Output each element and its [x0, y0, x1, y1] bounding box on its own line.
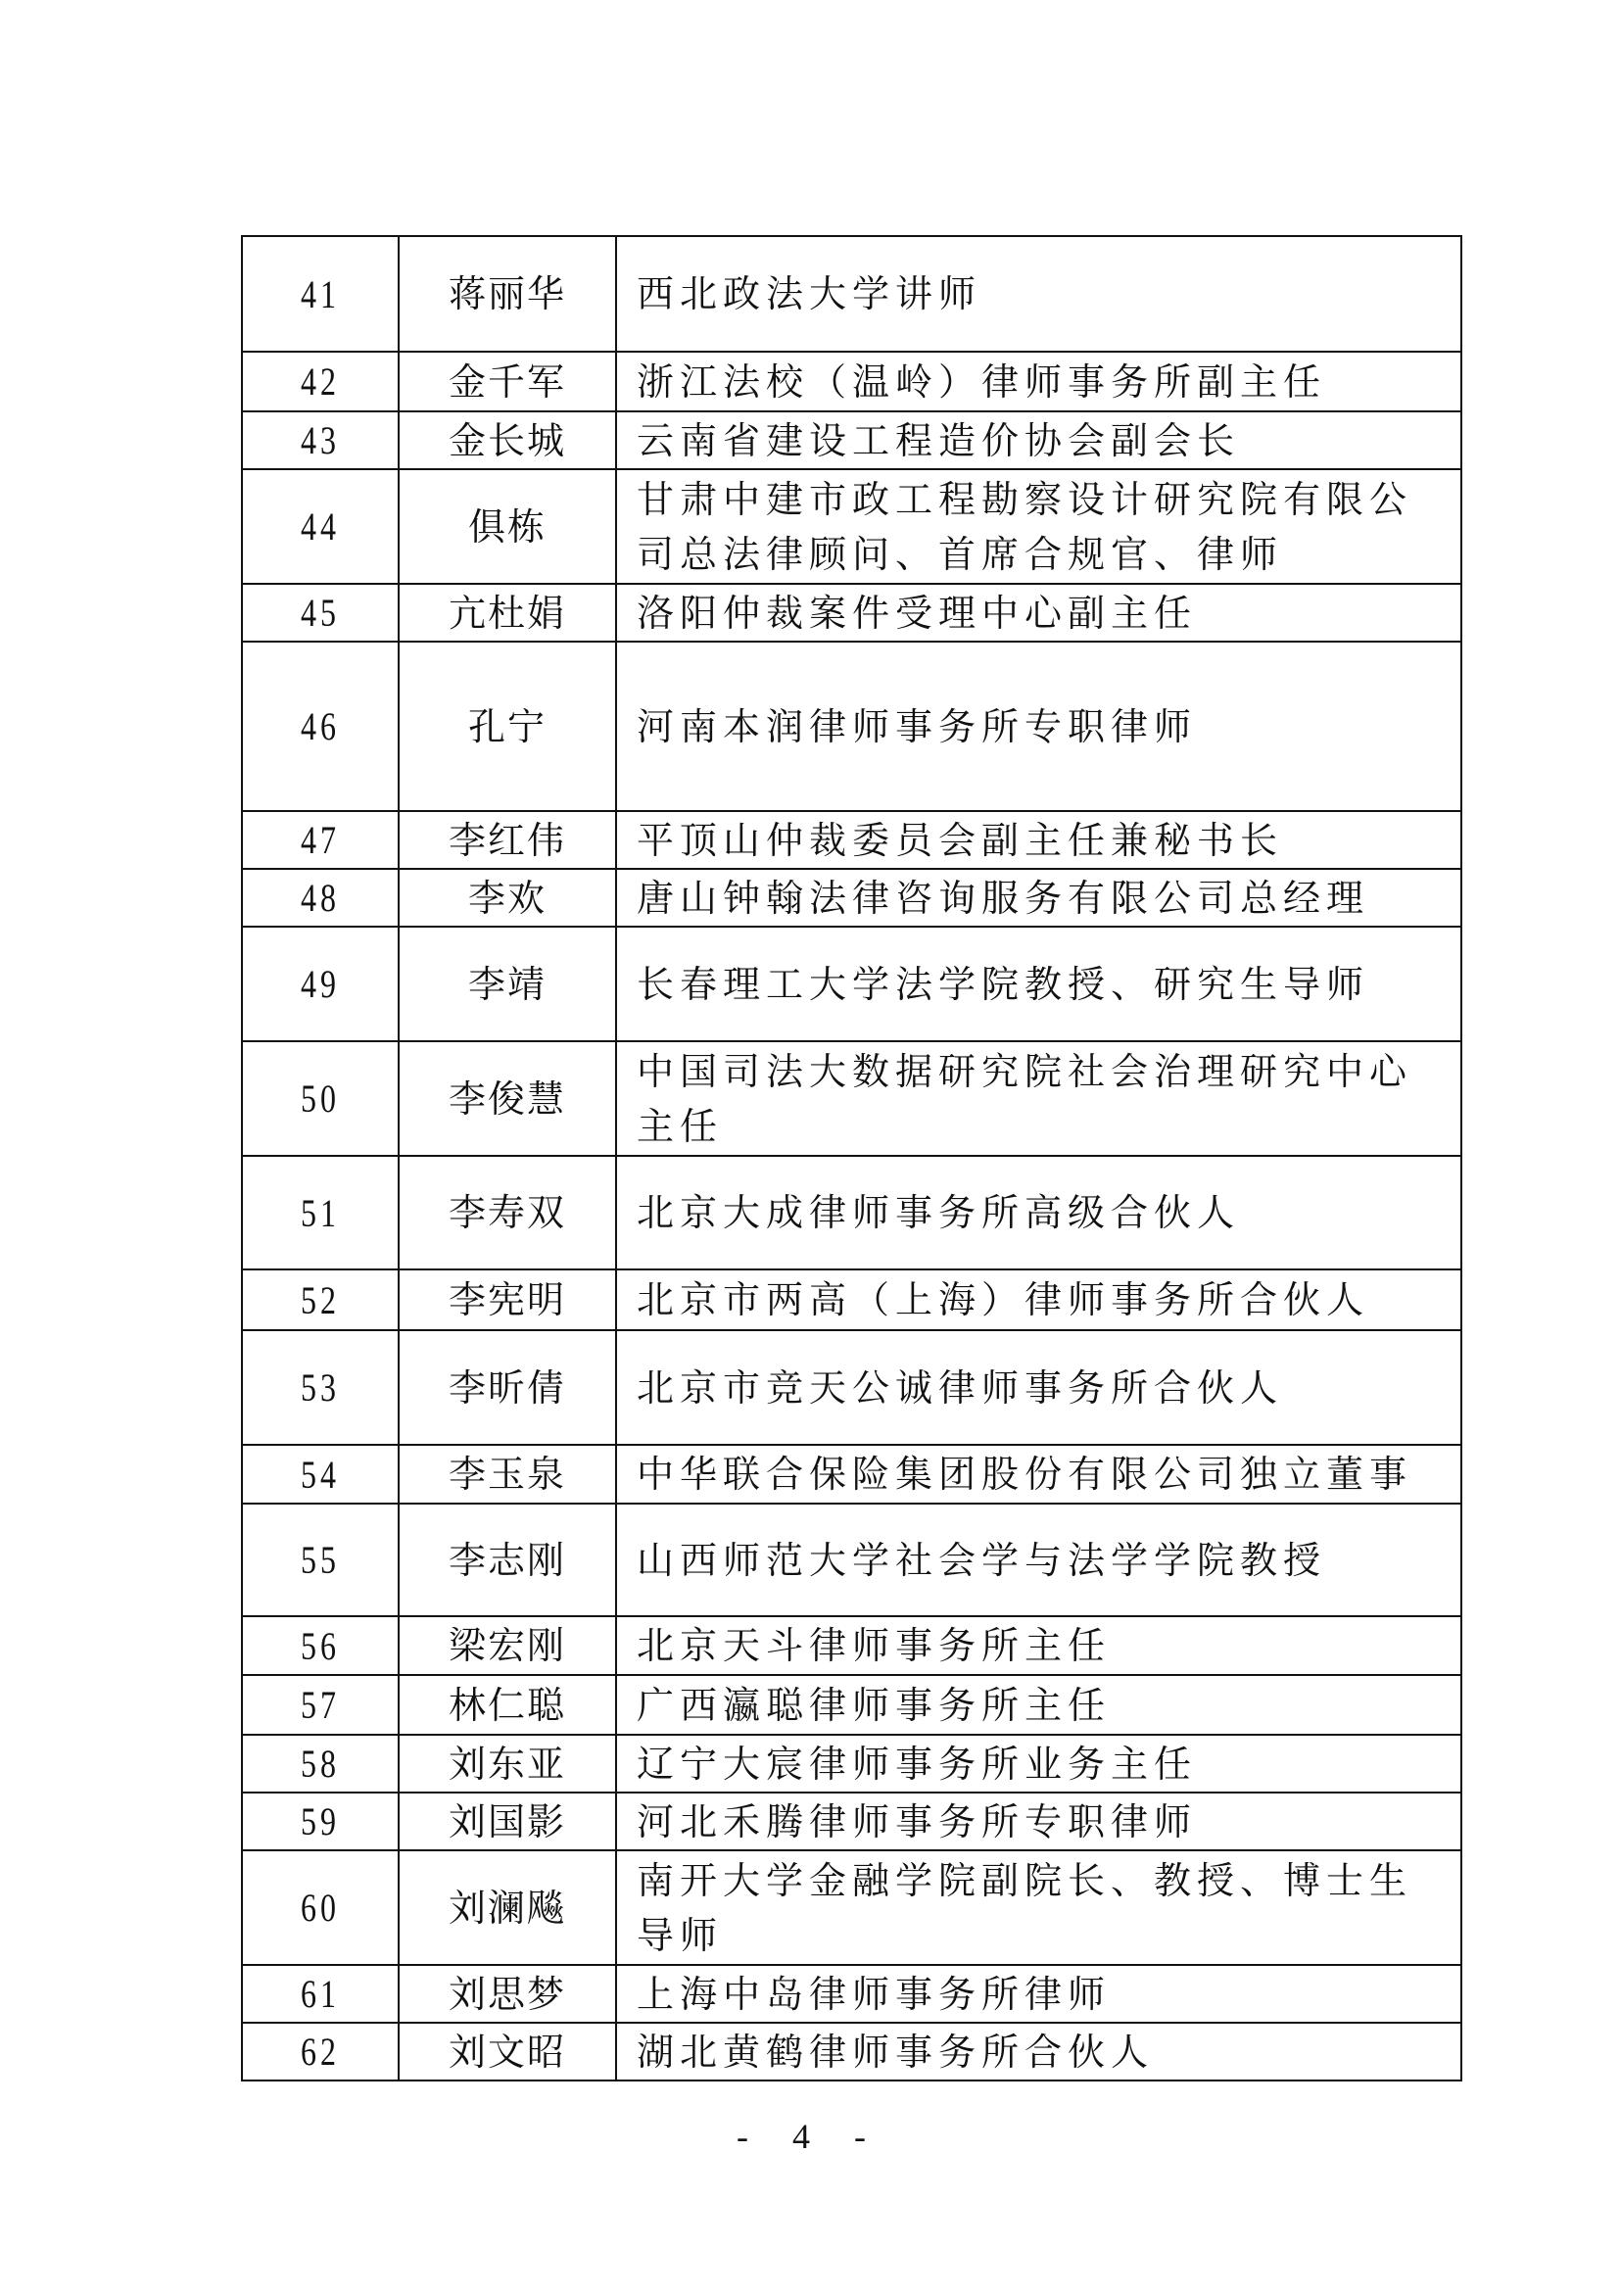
- table-row: [243, 410, 1460, 468]
- member-name: 蒋丽华: [400, 237, 617, 351]
- member-title: 中国司法大数据研究院社会治理研究中心主任: [637, 1049, 1413, 1148]
- table-row: [243, 1734, 1460, 1792]
- member-title: 长春理工大学法学院教授、研究生导师: [637, 962, 1370, 1006]
- row-number-cell: [243, 353, 400, 410]
- row-number-cell: [243, 1331, 400, 1444]
- row-number-cell: [243, 1794, 400, 1849]
- member-title: 北京天斗律师事务所主任: [637, 1624, 1112, 1667]
- row-number: 61: [301, 1972, 340, 2016]
- row-number: 41: [301, 271, 340, 316]
- member-name: 李寿双: [400, 1157, 617, 1268]
- row-number: 45: [301, 591, 340, 635]
- row-number: 54: [301, 1452, 340, 1497]
- table-row: [243, 1040, 1460, 1155]
- member-name: 俱栋: [400, 470, 617, 583]
- row-number-cell: [243, 2024, 400, 2080]
- row-number: 43: [301, 418, 340, 462]
- table-row: [243, 868, 1460, 926]
- row-number-cell: [243, 1676, 400, 1734]
- member-title: 北京市两高（上海）律师事务所合伙人: [637, 1278, 1370, 1321]
- member-name: 孔宁: [400, 643, 617, 810]
- row-number: 55: [301, 1538, 340, 1582]
- row-number: 53: [301, 1365, 340, 1410]
- member-title: 河北禾腾律师事务所专职律师: [637, 1799, 1198, 1843]
- table-row: [243, 2022, 1460, 2080]
- row-number: 51: [301, 1190, 340, 1235]
- member-title: 平顶山仲裁委员会副主任兼秘书长: [637, 818, 1284, 862]
- member-title: 唐山钟翰法律咨询服务有限公司总经理: [637, 876, 1370, 920]
- row-number-cell: [243, 643, 400, 810]
- row-number-cell: [243, 412, 400, 468]
- row-number: 59: [301, 1799, 340, 1843]
- table-row: [243, 583, 1460, 641]
- member-title: 洛阳仲裁案件受理中心副主任: [637, 591, 1198, 635]
- row-number-cell: [243, 812, 400, 868]
- member-name: 金长城: [400, 412, 617, 468]
- member-name: 刘思梦: [400, 1966, 617, 2022]
- member-title: 河南本润律师事务所专职律师: [637, 704, 1198, 748]
- member-title: 北京市竞天公诚律师事务所合伙人: [637, 1365, 1284, 1410]
- member-name: 李欢: [400, 870, 617, 926]
- member-title: 甘肃中建市政工程勘察设计研究院有限公司总法律顾问、首席合规官、律师: [637, 477, 1413, 576]
- member-name: 李红伟: [400, 812, 617, 868]
- row-number-cell: [243, 1446, 400, 1503]
- table-row: [243, 1849, 1460, 1964]
- table-row: [243, 1674, 1460, 1734]
- table-row: [243, 1964, 1460, 2022]
- member-name: 梁宏刚: [400, 1617, 617, 1674]
- member-name: 李靖: [400, 928, 617, 1040]
- table-row: [243, 1268, 1460, 1329]
- table-row: [243, 926, 1460, 1040]
- member-title: 湖北黄鹤律师事务所合伙人: [637, 2030, 1155, 2074]
- row-number: 56: [301, 1623, 340, 1668]
- member-name: 刘东亚: [400, 1736, 617, 1792]
- member-name: 林仁聪: [400, 1676, 617, 1734]
- member-title: 广西瀛聪律师事务所主任: [637, 1683, 1112, 1727]
- page-number: - 4 -: [737, 2117, 883, 2156]
- member-title: 云南省建设工程造价协会副会长: [637, 418, 1241, 462]
- row-number-cell: [243, 1042, 400, 1155]
- row-number: 44: [301, 504, 340, 549]
- row-number: 57: [301, 1683, 340, 1727]
- member-name: 李俊慧: [400, 1042, 617, 1155]
- row-number-cell: [243, 1157, 400, 1268]
- table-row: [243, 468, 1460, 583]
- row-number: 60: [301, 1886, 340, 1930]
- member-title: 北京大成律师事务所高级合伙人: [637, 1191, 1241, 1234]
- table-row: [243, 351, 1460, 410]
- member-name: 金千军: [400, 353, 617, 410]
- member-name: 刘澜飚: [400, 1851, 617, 1964]
- row-number-cell: [243, 928, 400, 1040]
- member-name: 刘文昭: [400, 2024, 617, 2080]
- row-number-cell: [243, 1270, 400, 1329]
- table-row: [243, 1155, 1460, 1268]
- row-number-cell: [243, 585, 400, 641]
- member-table: [241, 235, 1462, 2081]
- member-name: 李志刚: [400, 1505, 617, 1615]
- row-number-cell: [243, 1505, 400, 1615]
- row-number-cell: [243, 237, 400, 351]
- table-row: [243, 810, 1460, 868]
- table-row: [243, 1329, 1460, 1444]
- member-title: 辽宁大宸律师事务所业务主任: [637, 1742, 1198, 1786]
- row-number-cell: [243, 1851, 400, 1964]
- member-name: 刘国影: [400, 1794, 617, 1849]
- member-name: 李昕倩: [400, 1331, 617, 1444]
- table-row: [243, 1444, 1460, 1503]
- member-title: 南开大学金融学院副院长、教授、博士生导师: [637, 1858, 1413, 1957]
- row-number-cell: [243, 1736, 400, 1792]
- member-name: 亢杜娟: [400, 585, 617, 641]
- table-row: [243, 641, 1460, 810]
- member-title: 山西师范大学社会学与法学学院教授: [637, 1538, 1327, 1582]
- row-number: 50: [301, 1076, 340, 1121]
- row-number: 42: [301, 359, 340, 404]
- row-number: 48: [301, 876, 340, 920]
- member-title: 西北政法大学讲师: [637, 272, 982, 315]
- row-number-cell: [243, 1617, 400, 1674]
- row-number: 49: [301, 962, 340, 1006]
- row-number: 58: [301, 1742, 340, 1786]
- member-name: 李玉泉: [400, 1446, 617, 1503]
- table-row: [243, 1503, 1460, 1615]
- row-number: 47: [301, 818, 340, 862]
- row-number-cell: [243, 870, 400, 926]
- table-row: [243, 1792, 1460, 1849]
- table-row: [243, 1615, 1460, 1674]
- row-number-cell: [243, 470, 400, 583]
- row-number: 46: [301, 704, 340, 748]
- row-number: 62: [301, 2030, 340, 2074]
- member-name: 李宪明: [400, 1270, 617, 1329]
- member-title: 上海中岛律师事务所律师: [637, 1972, 1112, 2016]
- member-title: 浙江法校（温岭）律师事务所副主任: [637, 359, 1327, 404]
- member-title: 中华联合保险集团股份有限公司独立董事: [637, 1453, 1413, 1496]
- table-row: [243, 237, 1460, 351]
- row-number: 52: [301, 1277, 340, 1322]
- row-number-cell: [243, 1966, 400, 2022]
